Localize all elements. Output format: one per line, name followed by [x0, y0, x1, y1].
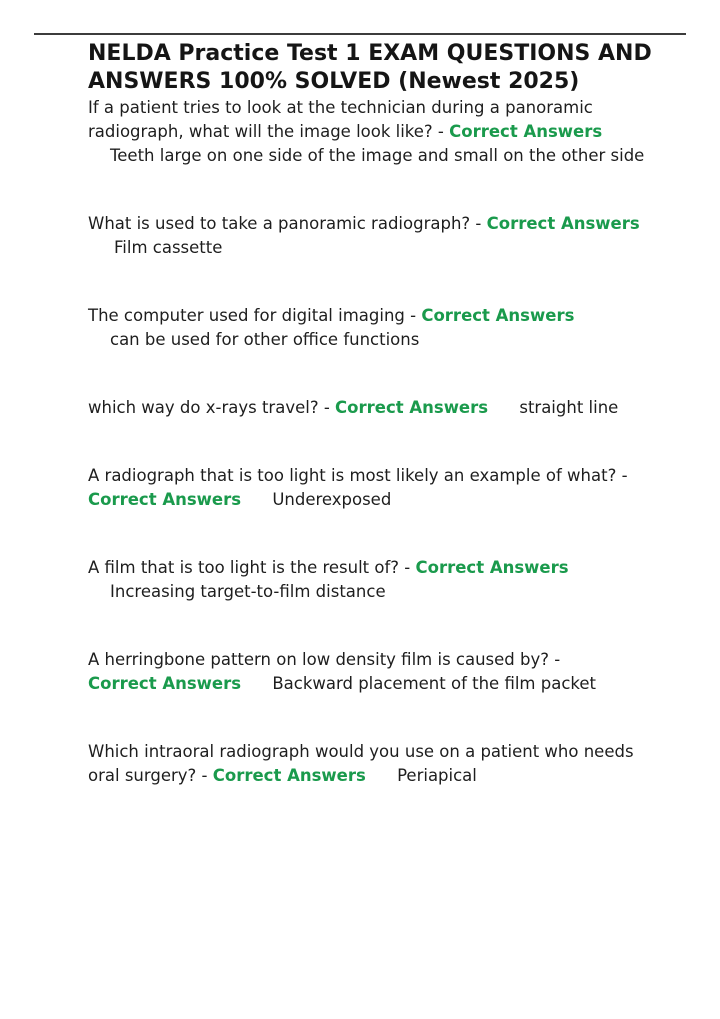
- qa-item: [88, 740, 666, 788]
- document-title: NELDA Practice Test 1 EXAM QUESTIONS AND ANSWERS 100% SOLVED (Newest 2025): [88, 41, 652, 94]
- qa-item: [88, 396, 666, 420]
- answer-text: Increasing target-to-film distance: [110, 582, 386, 601]
- qa-item: [88, 96, 666, 168]
- answer-text: Underexposed: [272, 490, 392, 509]
- answer-text: Periapical: [397, 766, 477, 785]
- answer-text: can be used for other office functions: [110, 330, 420, 349]
- correct-answers-label: Correct Answers: [449, 122, 603, 141]
- answer-text: straight line: [519, 398, 619, 417]
- correct-answers-label: Correct Answers: [88, 490, 242, 509]
- correct-answers-label: Correct Answers: [421, 306, 575, 325]
- correct-answers-label: Correct Answers: [335, 398, 489, 417]
- top-divider: [34, 33, 686, 35]
- qa-item: [88, 304, 666, 352]
- answer-text: Backward placement of the film packet: [272, 674, 596, 693]
- question-text: Which intraoral radiograph would you use on a patient who needs oral surgery? -: [88, 742, 634, 785]
- question-text: which way do x-rays travel? -: [88, 398, 336, 417]
- answer-text: Teeth large on one side of the image and small on the other side: [110, 146, 645, 165]
- correct-answers-label: Correct Answers: [88, 674, 242, 693]
- question-text: The computer used for digital imaging -: [88, 306, 422, 325]
- qa-item: [88, 648, 666, 696]
- question-text: What is used to take a panoramic radiograph? -: [88, 214, 487, 233]
- answer-text: Film cassette: [114, 238, 223, 257]
- correct-answers-label: Correct Answers: [415, 558, 569, 577]
- question-text: A herringbone pattern on low density film is caused by? -: [88, 650, 561, 669]
- qa-item: [88, 556, 666, 604]
- question-text: A film that is too light is the result of? -: [88, 558, 416, 577]
- correct-answers-label: Correct Answers: [486, 214, 640, 233]
- correct-answers-label: Correct Answers: [212, 766, 366, 785]
- document-body: [88, 40, 666, 788]
- question-text: A radiograph that is too light is most likely an example of what? -: [88, 466, 628, 485]
- qa-item: [88, 464, 666, 512]
- question-text: If a patient tries to look at the technician during a panoramic radiograph, what will the image look like? -: [88, 98, 593, 141]
- qa-item: [88, 212, 666, 260]
